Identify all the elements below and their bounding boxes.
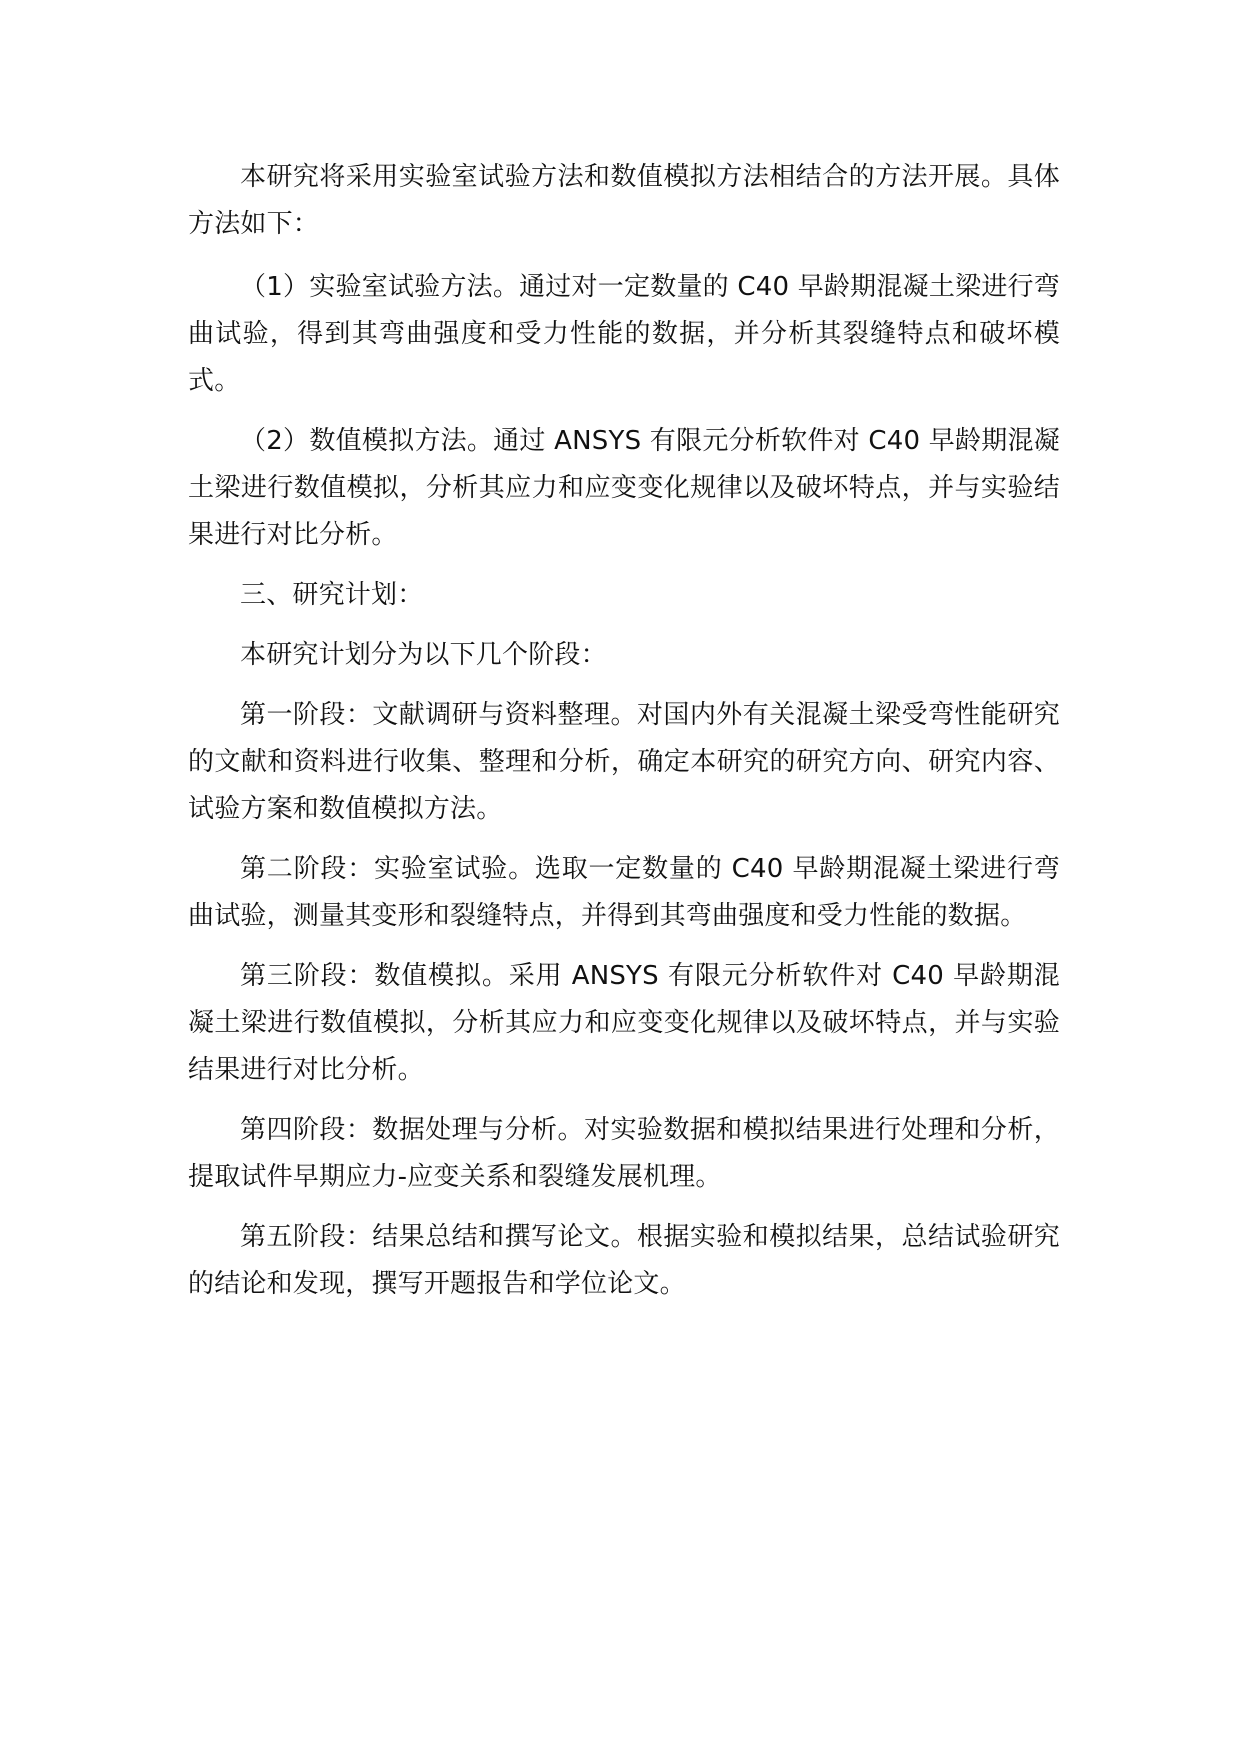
paragraph-numerical-method: （2）数值模拟方法。通过 ANSYS 有限元分析软件对 C40 早龄期混凝土梁进行数值模拟，分析其应力和应变变化规律以及破坏特点，并与实验结果进行对比分析。 (188, 426, 1060, 550)
paragraph-method-intro: 本研究将采用实验室试验方法和数值模拟方法相结合的方法开展。具体方法如下： (188, 162, 1060, 239)
paragraph-stage-five: 第五阶段：结果总结和撰写论文。根据实验和模拟结果，总结试验研究的结论和发现，撰写开题报告和学位论文。 (188, 1222, 1060, 1299)
document-body (188, 154, 1060, 1308)
paragraph-lab-test-method: （1）实验室试验方法。通过对一定数量的 C40 早龄期混凝土梁进行弯曲试验，得到其弯曲强度和受力性能的数据，并分析其裂缝特点和破坏模式。 (188, 272, 1060, 396)
paragraph-stage-three: 第三阶段：数值模拟。采用 ANSYS 有限元分析软件对 C40 早龄期混凝土梁进行数值模拟，分析其应力和应变变化规律以及破坏特点，并与实验结果进行对比分析。 (188, 961, 1060, 1085)
section-heading-research-plan: 三、研究计划： (240, 580, 424, 610)
paragraph-stage-one: 第一阶段：文献调研与资料整理。对国内外有关混凝土梁受弯性能研究的文献和资料进行收集、整理和分析，确定本研究的研究方向、研究内容、试验方案和数值模拟方法。 (188, 700, 1060, 824)
paragraph-stage-four: 第四阶段：数据处理与分析。对实验数据和模拟结果进行处理和分析，提取试件早期应力-应变关系和裂缝发展机理。 (188, 1115, 1060, 1192)
paragraph-stage-two: 第二阶段：实验室试验。选取一定数量的 C40 早龄期混凝土梁进行弯曲试验，测量其变形和裂缝特点，并得到其弯曲强度和受力性能的数据。 (188, 854, 1060, 931)
paragraph-plan-intro: 本研究计划分为以下几个阶段： (240, 640, 607, 670)
